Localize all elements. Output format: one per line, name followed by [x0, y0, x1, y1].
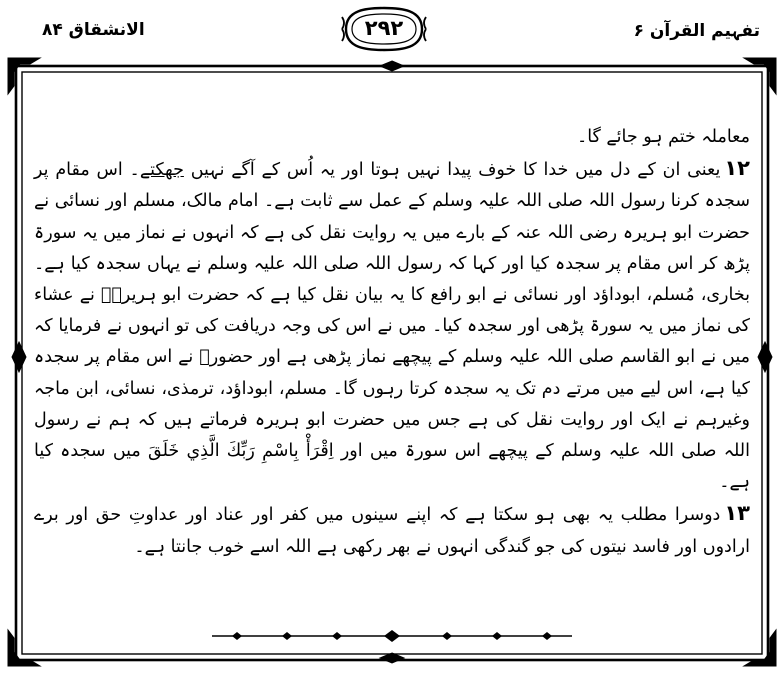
surah-name-header: الانشقاق ۸۴	[42, 20, 145, 40]
underlined-word: جھکتے	[139, 160, 184, 181]
note-12-text-end: میں سجدہ کیا ہے۔	[34, 441, 750, 493]
opening-line: معاملہ ختم ہو جائے گا۔	[576, 127, 750, 147]
note-12-paragraph	[34, 153, 750, 498]
quran-quote: اِقْرَأْ بِاسْمِ رَبِّكَ الَّذِي خَلَقَ	[148, 441, 334, 462]
book-title-header: تفہیم القرآن ۶	[633, 21, 760, 41]
note-12-text-start: یعنی ان کے دل میں خدا کا خوف پیدا نہیں ہوتا اور یہ اُس کے آگے نہیں	[183, 160, 721, 181]
commentary-text	[34, 122, 750, 563]
note-12-text-main: ۔ اس مقام پر سجدہ کرنا رسول اللہ صلی اللہ علیہ وسلم کے عمل سے ثابت ہے۔ امام مالک، مسلم اور نسائی نے حضرت ابو ہریرہ رضی اللہ عنہ کے بارے میں یہ روایت نقل کی ہے کہ انہوں نے نماز میں یہ سورۃ پڑھ کر اس مقام پر سجدہ کیا اور کہا کہ رسول اللہ صلی اللہ علیہ وسلم نے یہاں سجدہ کیا ہے۔ بخاری، مُسلم، ابوداؤد اور نسائی نے ابو رافع کا یہ بیان نقل کیا ہے کہ حضرت ابو ہریرہؓ نے عشاء کی نماز میں یہ سورۃ پڑھی اور سجدہ کیا۔ میں نے اس کی وجہ دریافت کی تو انہوں نے فرمایا کہ میں نے ابو القاسم صلی اللہ علیہ وسلم کے پیچھے نماز پڑھی ہے اور حضورؐ نے اس مقام پر سجدہ کیا ہے، اس لیے میں مرتے دم تک یہ سجدہ کرتا رہوں گا۔ مسلم، ابوداؤد، ترمذی، نسائی، ابن ماجہ وغیرہم نے ایک اور روایت نقل کی ہے جس میں حضرت ابو ہریرہ فرماتے ہیں کہ ہم نے رسول اللہ صلی اللہ علیہ وسلم کے پیچھے اس سورۃ میں اور	[34, 160, 750, 462]
note-marker-12: ۱۲	[724, 156, 750, 181]
note-marker-13: ۱۳	[724, 501, 750, 526]
page-number-ornament	[340, 4, 428, 54]
section-divider	[212, 628, 572, 644]
page-number: ۲۹۲	[364, 16, 404, 40]
note-13-text: دوسرا مطلب یہ بھی ہو سکتا ہے کہ اپنے سینوں میں کفر اور عناد اور عداوتِ حق اور برے ارادوں اور فاسد نیتوں کی جو گندگی انہوں نے بھر رکھی ہے اللہ اسے خوب جانتا ہے۔	[34, 505, 750, 557]
note-13-paragraph	[34, 498, 750, 562]
